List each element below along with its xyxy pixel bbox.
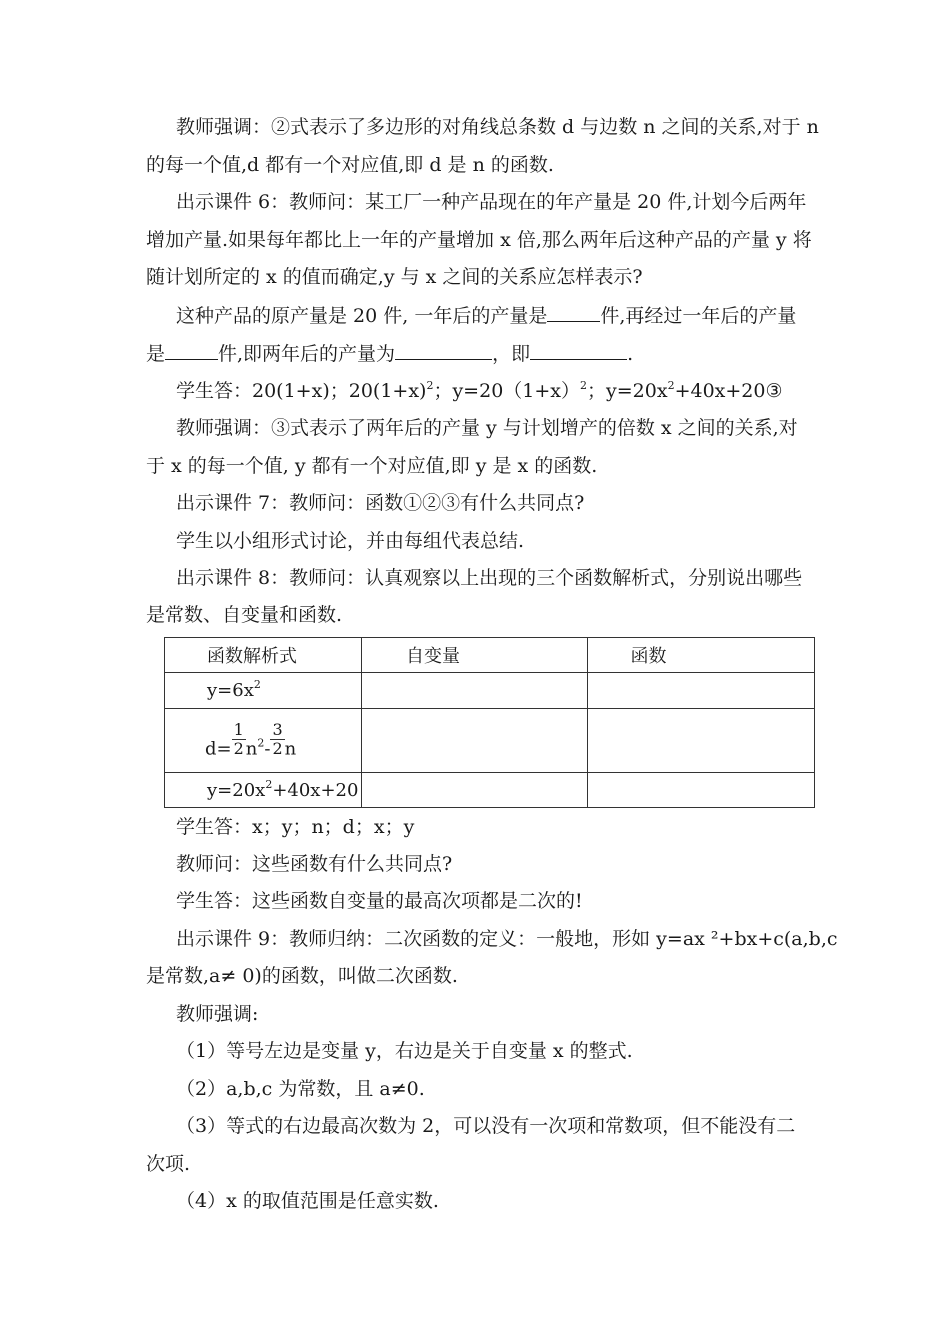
para-courseware-8-cont: 是常数、自变量和函数.	[146, 604, 343, 626]
cell-variable-1	[361, 673, 588, 709]
table-row	[165, 773, 815, 808]
header-variable: 自变量	[361, 638, 588, 673]
para-teacher-emphasis-2-cont: 的每一个值,d 都有一个对应值,即 d 是 n 的函数.	[146, 154, 554, 176]
answer-blank-1	[547, 303, 600, 322]
para-student-answer-3: 学生答：这些函数自变量的最高次项都是二次的!	[176, 890, 583, 912]
para-group-discussion: 学生以小组形式讨论，并由每组代表总结.	[176, 530, 525, 552]
fill-text-c: 是	[146, 343, 166, 365]
list-item: （1）等号左边是变量 y，右边是关于自变量 x 的整式.	[176, 1040, 633, 1062]
cell-function-3	[588, 773, 815, 808]
para-courseware-6-cont1: 增加产量.如果每年都比上一年的产量增加 x 倍,那么两年后这种产品的产量 y 将	[146, 229, 812, 251]
fill-text-d: 件,即两年后的产量为	[218, 343, 396, 365]
answer-blank-3	[395, 341, 492, 360]
fraction-one-half: $\frac{1}{2}$	[233, 720, 244, 759]
para-courseware-9: 出示课件 9：教师归纳：二次函数的定义：一般地，形如 y=ax ²+bx+c(a,b,c	[176, 928, 838, 950]
para-teacher-emphasis-3-cont: 于 x 的每一个值, y 都有一个对应值,即 y 是 x 的函数.	[146, 455, 598, 477]
para-teacher-emphasis-2: 教师强调：②式表示了多边形的对角线总条数 d 与边数 n 之间的关系,对于 n	[176, 116, 819, 138]
para-teacher-emphasis-3: 教师强调：③式表示了两年后的产量 y 与计划增产的倍数 x 之间的关系,对	[176, 417, 798, 439]
answer-part-1: 学生答：20(1+x)；20(1+x)	[176, 380, 427, 402]
list-item: （3）等式的右边最高次数为 2，可以没有一次项和常数项，但不能没有二	[176, 1115, 796, 1137]
cell-function-1	[588, 673, 815, 709]
list-item-cont: 次项.	[146, 1153, 191, 1175]
para-teacher-emphasis-heading: 教师强调:	[176, 1003, 259, 1025]
fraction-three-halves: $\frac{3}{2}$	[272, 720, 283, 759]
para-student-answer-2: 学生答：x；y；n；d；x；y	[176, 816, 415, 838]
answer-part-4: +40x+20③	[674, 380, 783, 402]
table-row	[165, 709, 815, 773]
list-item: （2）a,b,c 为常数，且 a≠0.	[176, 1078, 425, 1100]
para-courseware-8: 出示课件 8：教师问：认真观察以上出现的三个函数解析式，分别说出哪些	[176, 567, 803, 589]
superscript-2: 2	[667, 379, 675, 392]
fill-text-f: .	[627, 343, 634, 365]
para-fill-blanks-cont	[146, 341, 633, 366]
cell-variable-3	[361, 773, 588, 808]
para-teacher-question: 教师问：这些函数有什么共同点?	[176, 853, 453, 875]
superscript-2: 2	[580, 379, 588, 392]
function-table	[164, 637, 815, 808]
cell-expression-1: $y=6x^2$	[165, 673, 362, 709]
fill-text-a: 这种产品的原产量是 20 件, 一年后的产量是	[176, 305, 548, 327]
answer-part-3: ；y=20x	[587, 380, 668, 402]
header-function: 函数	[588, 638, 815, 673]
para-courseware-6-cont2: 随计划所定的 x 的值而确定,y 与 x 之间的关系应怎样表示?	[146, 266, 643, 288]
cell-expression-3: $y=20x^2+40x+20$	[165, 773, 362, 808]
list-item: （4）x 的取值范围是任意实数.	[176, 1190, 439, 1212]
para-courseware-6: 出示课件 6：教师问：某工厂一种产品现在的年产量是 20 件,计划今后两年	[176, 191, 807, 213]
superscript-2: 2	[426, 379, 434, 392]
fill-text-b: 件,再经过一年后的产量	[600, 305, 797, 327]
header-expression: 函数解析式	[165, 638, 362, 673]
para-student-answer-1	[176, 379, 783, 403]
table-header-row	[165, 638, 815, 673]
fill-text-e: ，即	[492, 343, 531, 365]
cell-expression-2: d= $\frac{1}{2}$ $n^2-$ $\frac{3}{2}$ n	[165, 709, 362, 773]
para-courseware-7: 出示课件 7：教师问：函数①②③有什么共同点?	[176, 492, 585, 514]
cell-function-2	[588, 709, 815, 773]
answer-blank-4	[530, 341, 627, 360]
table-row	[165, 673, 815, 709]
cell-variable-2	[361, 709, 588, 773]
para-fill-blanks	[176, 303, 796, 328]
answer-blank-2	[165, 341, 218, 360]
para-courseware-9-cont: 是常数,a≠ 0)的函数，叫做二次函数.	[146, 965, 458, 987]
answer-part-2: ；y=20（1+x）	[433, 380, 581, 402]
